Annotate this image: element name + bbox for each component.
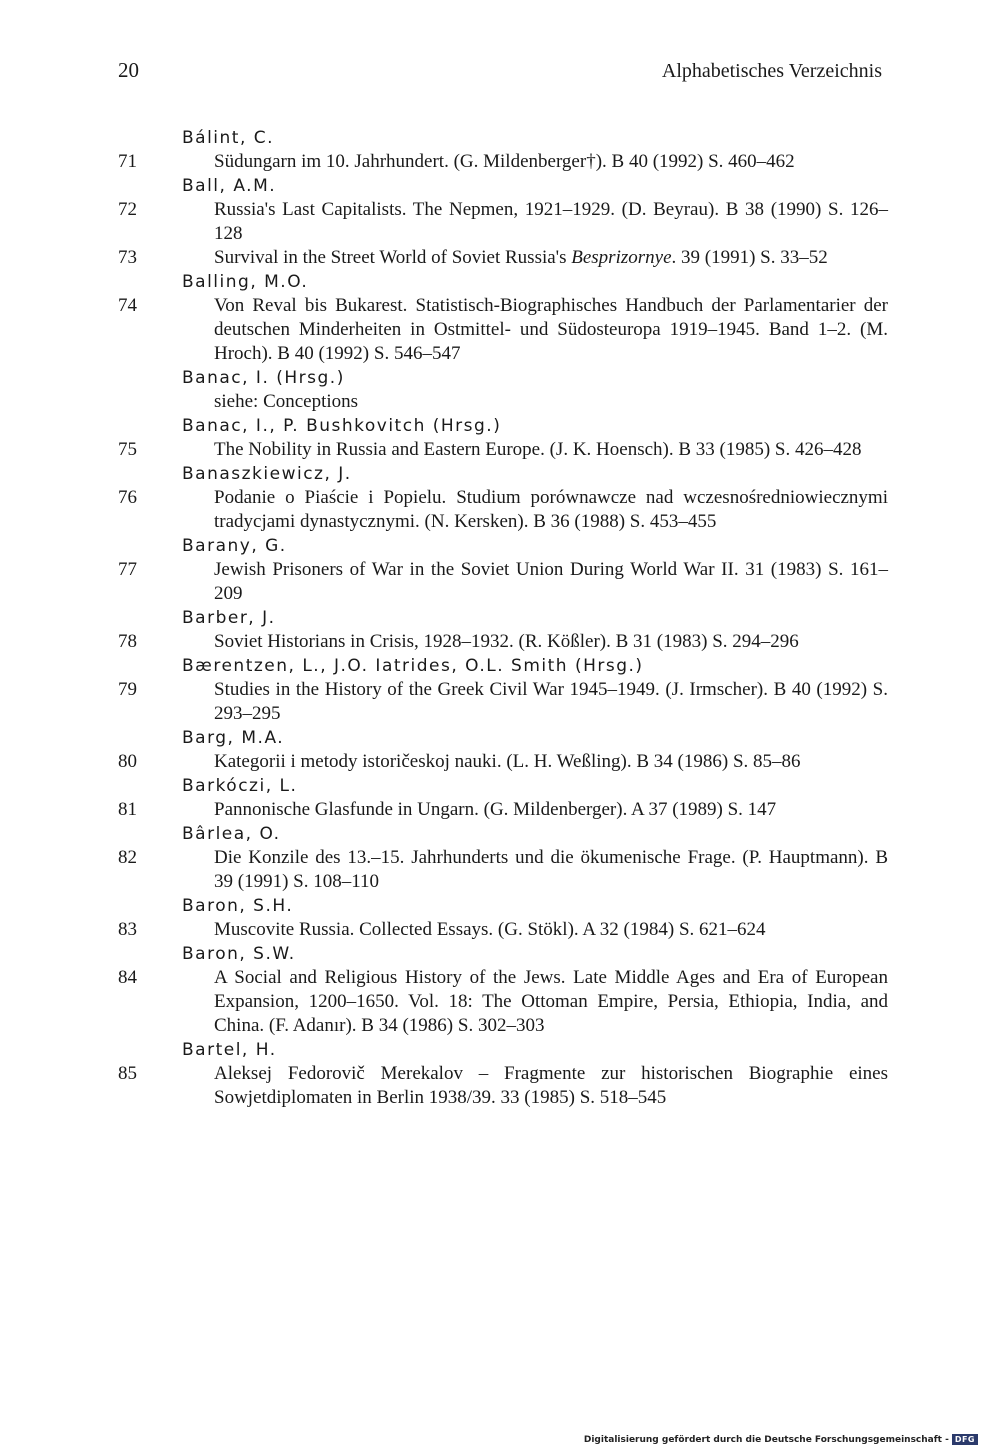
entry-text: Soviet Historians in Crisis, 1928–1932. (R. Kößler). B 31 (1983) S. 294–296 — [214, 631, 799, 652]
entry-text: Pannonische Glasfunde in Ungarn. (G. Mildenberger). A 37 (1989) S. 147 — [214, 799, 777, 820]
entry-author: Ball, A.M. — [182, 176, 277, 196]
entry-author: Barber, J. — [182, 608, 276, 628]
entry-number: 83 — [118, 919, 137, 940]
entry-number: 74 — [118, 295, 137, 316]
entry-number: 73 — [118, 247, 137, 268]
index-entry — [118, 486, 888, 534]
entry-author: Baron, S.H. — [182, 896, 294, 916]
entry-author: Barany, G. — [182, 536, 287, 556]
entry-number: 75 — [118, 439, 137, 460]
entry-text: The Nobility in Russia and Eastern Europe. (J. K. Hoensch). B 33 (1985) S. 426–428 — [214, 439, 862, 460]
entry-author: Barg, M.A. — [182, 728, 285, 748]
index-entry — [118, 246, 888, 270]
entry-text: Die Konzile des 13.–15. Jahrhunderts und die ökumenische Frage. (P. Hauptmann). B 39 (1991) S. 108–110 — [214, 847, 888, 892]
entry-author: Banac, I., P. Bushkovitch (Hrsg.) — [182, 416, 502, 436]
entry-number: 76 — [118, 487, 137, 508]
entry-text: Kategorii i metody istoričeskoj nauki. (L. H. Weßling). B 34 (1986) S. 85–86 — [214, 751, 801, 772]
index-entry — [118, 558, 888, 606]
entry-text — [214, 246, 888, 270]
running-title: Alphabetisches Verzeichnis — [661, 60, 882, 82]
entry-text-part: . 39 (1991) S. 33–52 — [671, 247, 828, 268]
entry-author: Bârlea, O. — [182, 824, 281, 844]
index-entry — [118, 150, 888, 174]
entry-author: Bálint, C. — [182, 128, 275, 148]
entry-text: Von Reval bis Bukarest. Statistisch-Biographisches Handbuch der Parlamentarier der deutschen Minderheiten in Ostmittel- und Südosteuropa 1919–1945. Band 1–2. (M. Hroch). B 40 (1992) S. 546–547 — [214, 295, 888, 364]
entry-number: 82 — [118, 847, 137, 868]
index-entry — [118, 966, 888, 1038]
entry-number: 81 — [118, 799, 137, 820]
entry-author: Bærentzen, L., J.O. Iatrides, O.L. Smith (Hrsg.) — [182, 656, 644, 676]
page-number: 20 — [118, 58, 139, 82]
entry-text: Jewish Prisoners of War in the Soviet Union During World War II. 31 (1983) S. 161–209 — [214, 559, 888, 604]
entry-number: 84 — [118, 967, 137, 988]
index-entries — [118, 126, 888, 1110]
index-entry — [118, 678, 888, 726]
entry-text-italic: Besprizornye — [571, 247, 672, 268]
index-entry — [118, 390, 888, 414]
entry-text: Podanie o Piaście i Popielu. Studium porównawcze nad wczesnośredniowiecznymi tradycjami dynastycznymi. (N. Kersken). B 36 (1988) S. 453–455 — [214, 487, 888, 532]
index-entry — [118, 630, 888, 654]
entry-number: 85 — [118, 1063, 137, 1084]
entry-number: 72 — [118, 199, 137, 220]
dfg-logo-icon: DFG — [952, 1434, 978, 1445]
index-entry — [118, 750, 888, 774]
entry-author: Balling, M.O. — [182, 272, 309, 292]
entry-text-part: Survival in the Street World of Soviet Russia's — [214, 247, 572, 268]
entry-author: Barkóczi, L. — [182, 776, 298, 796]
index-entry — [118, 198, 888, 246]
entry-author: Bartel, H. — [182, 1040, 277, 1060]
entry-number: 71 — [118, 151, 137, 172]
footer-text: Digitalisierung gefördert durch die Deutsche Forschungsgemeinschaft - — [583, 1434, 949, 1445]
entry-author: Banac, I. (Hrsg.) — [182, 368, 345, 388]
index-entry — [118, 438, 888, 462]
entry-text: Muscovite Russia. Collected Essays. (G. Stökl). A 32 (1984) S. 621–624 — [214, 919, 766, 940]
entry-text: Russia's Last Capitalists. The Nepmen, 1921–1929. (D. Beyrau). B 38 (1990) S. 126–128 — [214, 199, 888, 244]
index-entry — [118, 798, 888, 822]
digitization-footer — [584, 1434, 978, 1445]
entry-text: Studies in the History of the Greek Civil War 1945–1949. (J. Irmscher). B 40 (1992) S. 293–295 — [214, 679, 888, 724]
index-entry — [118, 1062, 888, 1110]
entry-text: siehe: Conceptions — [214, 391, 359, 412]
index-entry — [118, 918, 888, 942]
entry-number: 77 — [118, 559, 137, 580]
entry-number: 79 — [118, 679, 137, 700]
entry-author: Baron, S.W. — [182, 944, 296, 964]
entry-author: Banaszkiewicz, J. — [182, 464, 352, 484]
entry-text: Aleksej Fedorovič Merekalov – Fragmente zur historischen Biographie eines Sowjetdiplomaten in Berlin 1938/39. 33 (1985) S. 518–545 — [214, 1063, 888, 1108]
index-entry — [118, 294, 888, 366]
entry-number: 80 — [118, 751, 137, 772]
entry-text: A Social and Religious History of the Jews. Late Middle Ages and Era of European Expansion, 1200–1650. Vol. 18: The Ottoman Empire, Persia, Ethiopia, India, and China. (F. Adanır). B 34 (1986) S. 302–303 — [214, 967, 888, 1036]
entry-number: 78 — [118, 631, 137, 652]
entry-text: Südungarn im 10. Jahrhundert. (G. Mildenberger†). B 40 (1992) S. 460–462 — [214, 151, 795, 172]
index-entry — [118, 846, 888, 894]
